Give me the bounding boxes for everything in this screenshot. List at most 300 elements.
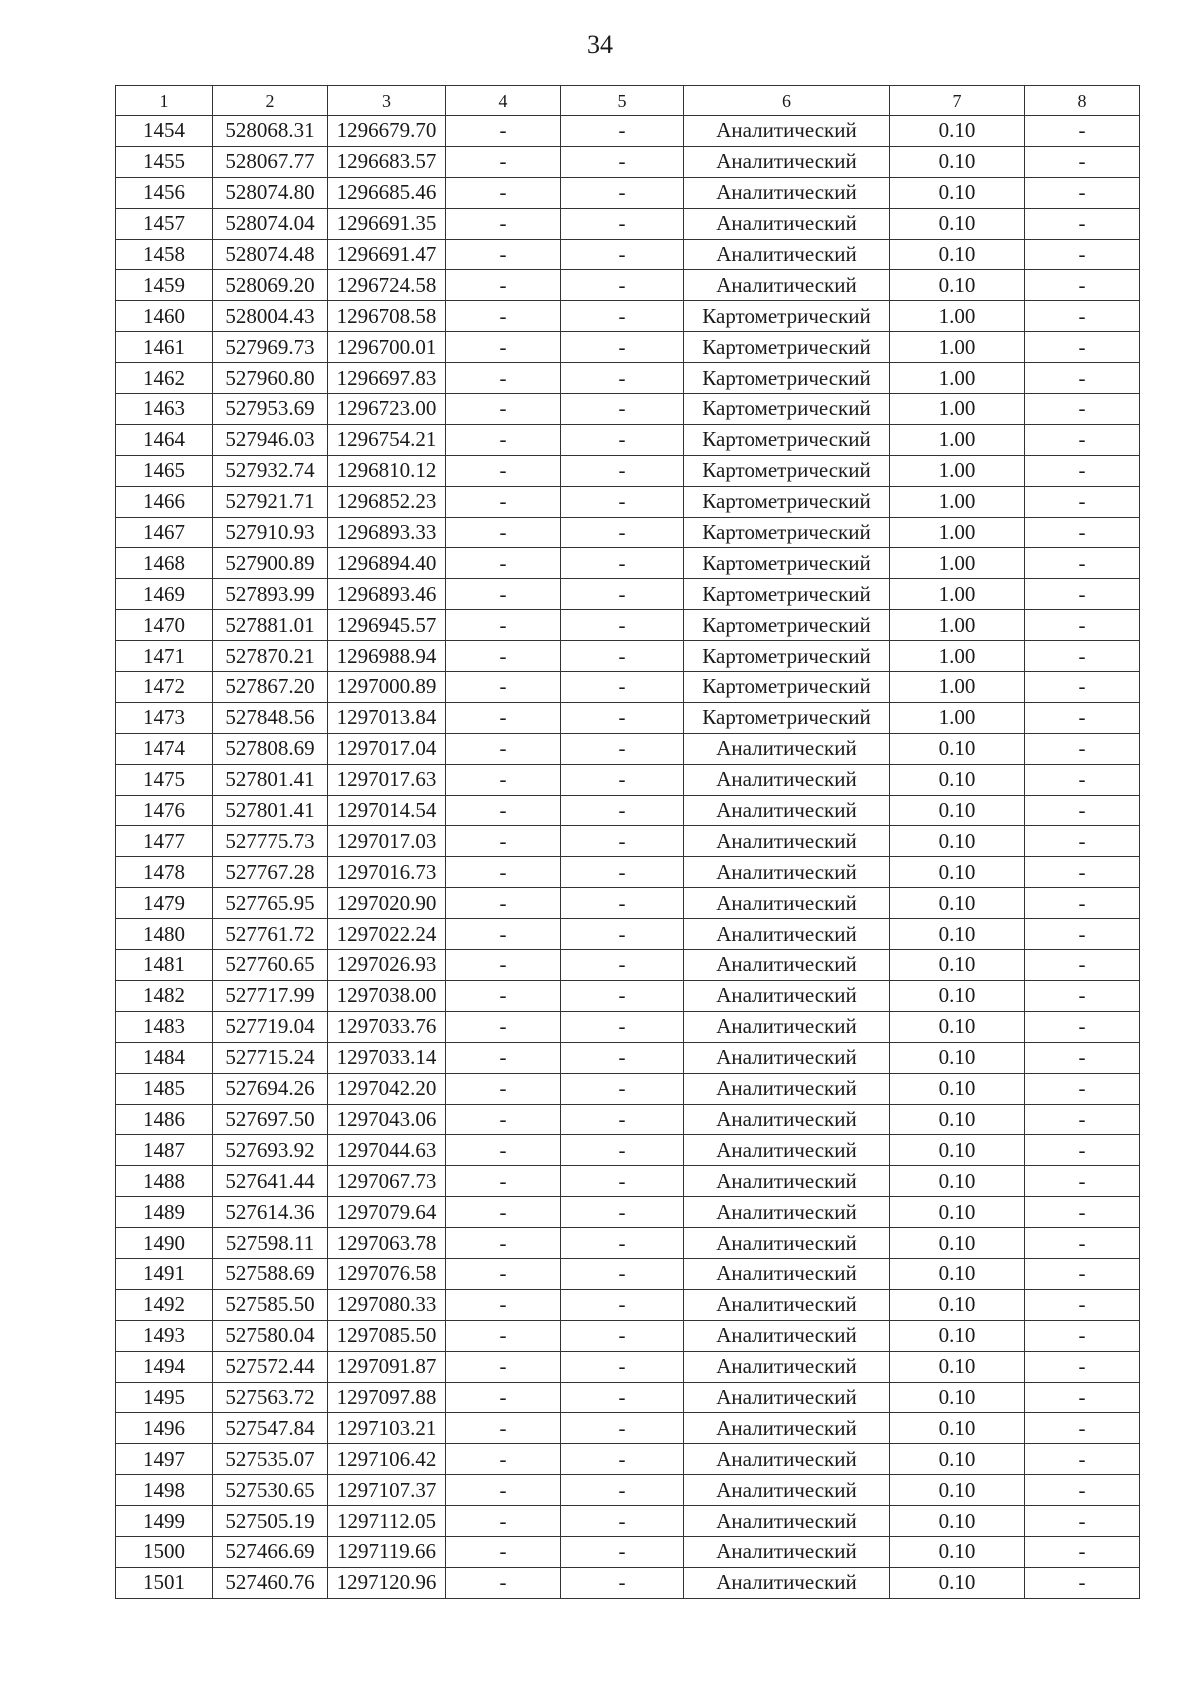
cell-coord-y: 1297014.54 (328, 795, 446, 826)
cell-col-4: - (446, 424, 561, 455)
cell-point-number: 1498 (116, 1475, 213, 1506)
cell-col-8: - (1025, 146, 1140, 177)
cell-coord-x: 527870.21 (213, 641, 328, 672)
cell-coord-y: 1296691.47 (328, 239, 446, 270)
cell-accuracy: 1.00 (890, 424, 1025, 455)
cell-coord-x: 527719.04 (213, 1011, 328, 1042)
cell-method: Картометрический (684, 517, 890, 548)
cell-coord-x: 527693.92 (213, 1135, 328, 1166)
cell-accuracy: 1.00 (890, 363, 1025, 394)
cell-col-5: - (561, 702, 684, 733)
cell-method: Картометрический (684, 332, 890, 363)
cell-accuracy: 0.10 (890, 116, 1025, 147)
cell-accuracy: 0.10 (890, 239, 1025, 270)
cell-col-5: - (561, 733, 684, 764)
table-row (116, 363, 1140, 394)
cell-col-5: - (561, 1042, 684, 1073)
table-row (116, 795, 1140, 826)
table-row (116, 1413, 1140, 1444)
cell-col-8: - (1025, 672, 1140, 703)
cell-coord-y: 1296679.70 (328, 116, 446, 147)
cell-accuracy: 1.00 (890, 641, 1025, 672)
column-header-7: 7 (890, 86, 1025, 116)
column-header-3: 3 (328, 86, 446, 116)
cell-col-8: - (1025, 610, 1140, 641)
cell-accuracy: 0.10 (890, 1135, 1025, 1166)
cell-coord-y: 1297017.03 (328, 826, 446, 857)
cell-coord-x: 527585.50 (213, 1289, 328, 1320)
cell-method: Аналитический (684, 733, 890, 764)
cell-col-5: - (561, 208, 684, 239)
cell-col-4: - (446, 239, 561, 270)
table-row (116, 1104, 1140, 1135)
cell-col-4: - (446, 1506, 561, 1537)
cell-coord-x: 527505.19 (213, 1506, 328, 1537)
cell-col-8: - (1025, 826, 1140, 857)
cell-coord-y: 1297085.50 (328, 1320, 446, 1351)
cell-point-number: 1482 (116, 980, 213, 1011)
cell-col-4: - (446, 270, 561, 301)
cell-point-number: 1490 (116, 1228, 213, 1259)
cell-point-number: 1495 (116, 1382, 213, 1413)
cell-point-number: 1466 (116, 486, 213, 517)
cell-method: Картометрический (684, 455, 890, 486)
cell-method: Аналитический (684, 208, 890, 239)
cell-coord-x: 528067.77 (213, 146, 328, 177)
cell-coord-x: 527760.65 (213, 950, 328, 981)
cell-accuracy: 0.10 (890, 1042, 1025, 1073)
table-row (116, 394, 1140, 425)
cell-col-5: - (561, 548, 684, 579)
cell-coord-x: 528074.04 (213, 208, 328, 239)
cell-method: Аналитический (684, 1258, 890, 1289)
cell-col-8: - (1025, 116, 1140, 147)
cell-accuracy: 0.10 (890, 919, 1025, 950)
cell-method: Аналитический (684, 1567, 890, 1598)
cell-coord-x: 527598.11 (213, 1228, 328, 1259)
cell-point-number: 1455 (116, 146, 213, 177)
cell-coord-y: 1296691.35 (328, 208, 446, 239)
cell-col-8: - (1025, 455, 1140, 486)
table-row (116, 1567, 1140, 1598)
cell-accuracy: 0.10 (890, 1567, 1025, 1598)
cell-coord-y: 1296697.83 (328, 363, 446, 394)
table-row (116, 1289, 1140, 1320)
cell-col-8: - (1025, 394, 1140, 425)
cell-accuracy: 1.00 (890, 610, 1025, 641)
cell-col-4: - (446, 1073, 561, 1104)
cell-col-8: - (1025, 888, 1140, 919)
cell-coord-x: 527921.71 (213, 486, 328, 517)
cell-col-5: - (561, 919, 684, 950)
cell-col-5: - (561, 486, 684, 517)
cell-col-5: - (561, 610, 684, 641)
cell-accuracy: 0.10 (890, 980, 1025, 1011)
table-row (116, 1444, 1140, 1475)
cell-col-8: - (1025, 919, 1140, 950)
cell-col-5: - (561, 363, 684, 394)
cell-coord-y: 1297119.66 (328, 1536, 446, 1567)
cell-method: Аналитический (684, 919, 890, 950)
table-row (116, 1475, 1140, 1506)
cell-coord-y: 1297076.58 (328, 1258, 446, 1289)
cell-col-4: - (446, 1567, 561, 1598)
cell-point-number: 1458 (116, 239, 213, 270)
cell-col-8: - (1025, 1166, 1140, 1197)
cell-col-8: - (1025, 1320, 1140, 1351)
cell-col-4: - (446, 579, 561, 610)
cell-col-4: - (446, 702, 561, 733)
cell-col-5: - (561, 301, 684, 332)
cell-point-number: 1454 (116, 116, 213, 147)
cell-coord-x: 527580.04 (213, 1320, 328, 1351)
cell-col-8: - (1025, 641, 1140, 672)
page-number: 34 (587, 30, 613, 59)
cell-col-8: - (1025, 332, 1140, 363)
column-header-6: 6 (684, 86, 890, 116)
cell-method: Аналитический (684, 1475, 890, 1506)
cell-accuracy: 0.10 (890, 208, 1025, 239)
cell-col-8: - (1025, 1536, 1140, 1567)
cell-col-8: - (1025, 1228, 1140, 1259)
cell-col-5: - (561, 177, 684, 208)
table-row (116, 177, 1140, 208)
cell-col-5: - (561, 1536, 684, 1567)
cell-coord-x: 527697.50 (213, 1104, 328, 1135)
cell-accuracy: 0.10 (890, 177, 1025, 208)
cell-col-5: - (561, 1073, 684, 1104)
cell-col-5: - (561, 239, 684, 270)
table-row (116, 208, 1140, 239)
cell-col-4: - (446, 1258, 561, 1289)
cell-coord-x: 527960.80 (213, 363, 328, 394)
cell-col-8: - (1025, 1444, 1140, 1475)
cell-col-8: - (1025, 1382, 1140, 1413)
table-row (116, 857, 1140, 888)
cell-col-4: - (446, 486, 561, 517)
cell-point-number: 1471 (116, 641, 213, 672)
column-header-5: 5 (561, 86, 684, 116)
table-header-row (116, 86, 1140, 116)
cell-coord-x: 528068.31 (213, 116, 328, 147)
cell-col-4: - (446, 672, 561, 703)
cell-point-number: 1479 (116, 888, 213, 919)
table-row (116, 1073, 1140, 1104)
cell-accuracy: 1.00 (890, 332, 1025, 363)
cell-accuracy: 0.10 (890, 950, 1025, 981)
cell-coord-x: 528004.43 (213, 301, 328, 332)
cell-method: Аналитический (684, 1073, 890, 1104)
cell-coord-y: 1297043.06 (328, 1104, 446, 1135)
cell-coord-y: 1297038.00 (328, 980, 446, 1011)
cell-coord-x: 527535.07 (213, 1444, 328, 1475)
cell-coord-y: 1297107.37 (328, 1475, 446, 1506)
cell-coord-y: 1297079.64 (328, 1197, 446, 1228)
cell-coord-x: 527530.65 (213, 1475, 328, 1506)
table-row (116, 888, 1140, 919)
cell-col-8: - (1025, 1351, 1140, 1382)
cell-coord-y: 1296723.00 (328, 394, 446, 425)
cell-coord-y: 1296754.21 (328, 424, 446, 455)
cell-col-8: - (1025, 208, 1140, 239)
cell-col-4: - (446, 610, 561, 641)
cell-accuracy: 1.00 (890, 455, 1025, 486)
cell-coord-y: 1296894.40 (328, 548, 446, 579)
cell-col-4: - (446, 146, 561, 177)
cell-point-number: 1488 (116, 1166, 213, 1197)
cell-coord-y: 1297080.33 (328, 1289, 446, 1320)
cell-coord-y: 1297017.04 (328, 733, 446, 764)
cell-method: Аналитический (684, 1228, 890, 1259)
cell-method: Аналитический (684, 116, 890, 147)
cell-point-number: 1468 (116, 548, 213, 579)
table-row (116, 517, 1140, 548)
cell-point-number: 1456 (116, 177, 213, 208)
cell-col-8: - (1025, 795, 1140, 826)
cell-method: Картометрический (684, 548, 890, 579)
cell-point-number: 1501 (116, 1567, 213, 1598)
cell-point-number: 1472 (116, 672, 213, 703)
cell-coord-y: 1297091.87 (328, 1351, 446, 1382)
cell-method: Аналитический (684, 888, 890, 919)
cell-col-8: - (1025, 1135, 1140, 1166)
cell-coord-y: 1296683.57 (328, 146, 446, 177)
cell-accuracy: 1.00 (890, 702, 1025, 733)
cell-col-4: - (446, 980, 561, 1011)
cell-col-8: - (1025, 1042, 1140, 1073)
cell-coord-y: 1297112.05 (328, 1506, 446, 1537)
cell-col-5: - (561, 764, 684, 795)
cell-method: Аналитический (684, 239, 890, 270)
cell-coord-y: 1297022.24 (328, 919, 446, 950)
cell-col-8: - (1025, 177, 1140, 208)
cell-col-8: - (1025, 1413, 1140, 1444)
cell-col-4: - (446, 1382, 561, 1413)
cell-col-5: - (561, 1475, 684, 1506)
table-row (116, 1351, 1140, 1382)
cell-coord-y: 1296810.12 (328, 455, 446, 486)
cell-col-5: - (561, 795, 684, 826)
cell-col-8: - (1025, 1197, 1140, 1228)
cell-col-4: - (446, 363, 561, 394)
cell-coord-x: 527563.72 (213, 1382, 328, 1413)
cell-accuracy: 0.10 (890, 1444, 1025, 1475)
cell-coord-y: 1297067.73 (328, 1166, 446, 1197)
cell-coord-x: 527775.73 (213, 826, 328, 857)
cell-point-number: 1457 (116, 208, 213, 239)
cell-point-number: 1461 (116, 332, 213, 363)
table-row (116, 764, 1140, 795)
cell-accuracy: 1.00 (890, 517, 1025, 548)
coordinates-table (115, 85, 1140, 1599)
cell-coord-y: 1297020.90 (328, 888, 446, 919)
cell-point-number: 1485 (116, 1073, 213, 1104)
cell-method: Картометрический (684, 394, 890, 425)
cell-point-number: 1489 (116, 1197, 213, 1228)
cell-col-4: - (446, 857, 561, 888)
cell-accuracy: 0.10 (890, 1228, 1025, 1259)
cell-point-number: 1464 (116, 424, 213, 455)
cell-coord-x: 527910.93 (213, 517, 328, 548)
cell-coord-x: 527715.24 (213, 1042, 328, 1073)
cell-coord-y: 1297120.96 (328, 1567, 446, 1598)
cell-accuracy: 0.10 (890, 1289, 1025, 1320)
cell-col-4: - (446, 116, 561, 147)
cell-col-5: - (561, 1258, 684, 1289)
cell-col-8: - (1025, 950, 1140, 981)
cell-col-5: - (561, 826, 684, 857)
cell-point-number: 1473 (116, 702, 213, 733)
cell-col-4: - (446, 301, 561, 332)
cell-method: Картометрический (684, 579, 890, 610)
cell-coord-y: 1296893.33 (328, 517, 446, 548)
cell-col-4: - (446, 1289, 561, 1320)
cell-col-4: - (446, 919, 561, 950)
cell-coord-y: 1296700.01 (328, 332, 446, 363)
cell-coord-y: 1297106.42 (328, 1444, 446, 1475)
table-body (116, 116, 1140, 1599)
cell-coord-y: 1297103.21 (328, 1413, 446, 1444)
cell-col-8: - (1025, 579, 1140, 610)
cell-coord-y: 1297017.63 (328, 764, 446, 795)
cell-accuracy: 0.10 (890, 1506, 1025, 1537)
table-row (116, 579, 1140, 610)
cell-coord-y: 1297026.93 (328, 950, 446, 981)
cell-col-5: - (561, 857, 684, 888)
cell-coord-x: 527969.73 (213, 332, 328, 363)
cell-col-8: - (1025, 548, 1140, 579)
cell-point-number: 1481 (116, 950, 213, 981)
cell-point-number: 1463 (116, 394, 213, 425)
cell-coord-y: 1297063.78 (328, 1228, 446, 1259)
table-row (116, 1042, 1140, 1073)
cell-col-4: - (446, 1413, 561, 1444)
column-header-2: 2 (213, 86, 328, 116)
cell-col-8: - (1025, 980, 1140, 1011)
cell-method: Аналитический (684, 1320, 890, 1351)
cell-accuracy: 0.10 (890, 888, 1025, 919)
cell-coord-y: 1296685.46 (328, 177, 446, 208)
cell-method: Аналитический (684, 1135, 890, 1166)
table-row (116, 1166, 1140, 1197)
cell-col-8: - (1025, 239, 1140, 270)
cell-coord-x: 527588.69 (213, 1258, 328, 1289)
cell-coord-y: 1296852.23 (328, 486, 446, 517)
cell-accuracy: 1.00 (890, 672, 1025, 703)
cell-point-number: 1487 (116, 1135, 213, 1166)
cell-accuracy: 0.10 (890, 1413, 1025, 1444)
table-row (116, 1197, 1140, 1228)
cell-accuracy: 1.00 (890, 301, 1025, 332)
cell-point-number: 1460 (116, 301, 213, 332)
cell-point-number: 1459 (116, 270, 213, 301)
cell-coord-x: 527694.26 (213, 1073, 328, 1104)
cell-accuracy: 0.10 (890, 1011, 1025, 1042)
cell-method: Картометрический (684, 641, 890, 672)
cell-method: Аналитический (684, 177, 890, 208)
cell-col-4: - (446, 1475, 561, 1506)
cell-col-5: - (561, 672, 684, 703)
column-header-4: 4 (446, 86, 561, 116)
cell-col-5: - (561, 394, 684, 425)
cell-point-number: 1483 (116, 1011, 213, 1042)
cell-method: Аналитический (684, 1197, 890, 1228)
cell-col-8: - (1025, 1506, 1140, 1537)
cell-point-number: 1469 (116, 579, 213, 610)
cell-point-number: 1492 (116, 1289, 213, 1320)
cell-point-number: 1497 (116, 1444, 213, 1475)
cell-point-number: 1493 (116, 1320, 213, 1351)
cell-method: Аналитический (684, 857, 890, 888)
table-row (116, 733, 1140, 764)
cell-method: Аналитический (684, 1413, 890, 1444)
cell-coord-y: 1296893.46 (328, 579, 446, 610)
cell-col-8: - (1025, 857, 1140, 888)
cell-accuracy: 0.10 (890, 1197, 1025, 1228)
cell-col-5: - (561, 517, 684, 548)
table-row (116, 1258, 1140, 1289)
cell-col-4: - (446, 332, 561, 363)
cell-coord-y: 1297033.14 (328, 1042, 446, 1073)
cell-method: Картометрический (684, 301, 890, 332)
cell-col-4: - (446, 795, 561, 826)
cell-col-4: - (446, 1042, 561, 1073)
cell-col-4: - (446, 888, 561, 919)
cell-accuracy: 0.10 (890, 1320, 1025, 1351)
table-row (116, 270, 1140, 301)
cell-point-number: 1475 (116, 764, 213, 795)
table-row (116, 919, 1140, 950)
cell-col-5: - (561, 980, 684, 1011)
cell-col-5: - (561, 950, 684, 981)
cell-accuracy: 1.00 (890, 548, 1025, 579)
cell-col-5: - (561, 1011, 684, 1042)
cell-coord-x: 527767.28 (213, 857, 328, 888)
cell-accuracy: 0.10 (890, 1104, 1025, 1135)
cell-coord-x: 527572.44 (213, 1351, 328, 1382)
cell-coord-x: 528074.80 (213, 177, 328, 208)
cell-point-number: 1470 (116, 610, 213, 641)
cell-col-5: - (561, 1413, 684, 1444)
cell-accuracy: 0.10 (890, 1166, 1025, 1197)
cell-col-8: - (1025, 1104, 1140, 1135)
cell-coord-x: 527614.36 (213, 1197, 328, 1228)
cell-point-number: 1467 (116, 517, 213, 548)
table-row (116, 116, 1140, 147)
cell-col-8: - (1025, 486, 1140, 517)
cell-col-4: - (446, 1166, 561, 1197)
cell-col-8: - (1025, 424, 1140, 455)
cell-col-8: - (1025, 363, 1140, 394)
cell-col-5: - (561, 455, 684, 486)
cell-method: Аналитический (684, 1166, 890, 1197)
cell-col-4: - (446, 1135, 561, 1166)
cell-method: Картометрический (684, 486, 890, 517)
cell-point-number: 1500 (116, 1536, 213, 1567)
cell-col-5: - (561, 332, 684, 363)
cell-col-4: - (446, 1104, 561, 1135)
cell-col-4: - (446, 548, 561, 579)
cell-coord-y: 1297033.76 (328, 1011, 446, 1042)
cell-point-number: 1494 (116, 1351, 213, 1382)
cell-col-5: - (561, 1166, 684, 1197)
cell-coord-x: 527466.69 (213, 1536, 328, 1567)
cell-accuracy: 0.10 (890, 857, 1025, 888)
cell-method: Аналитический (684, 1289, 890, 1320)
cell-col-8: - (1025, 1073, 1140, 1104)
cell-coord-x: 527460.76 (213, 1567, 328, 1598)
cell-coord-y: 1297000.89 (328, 672, 446, 703)
